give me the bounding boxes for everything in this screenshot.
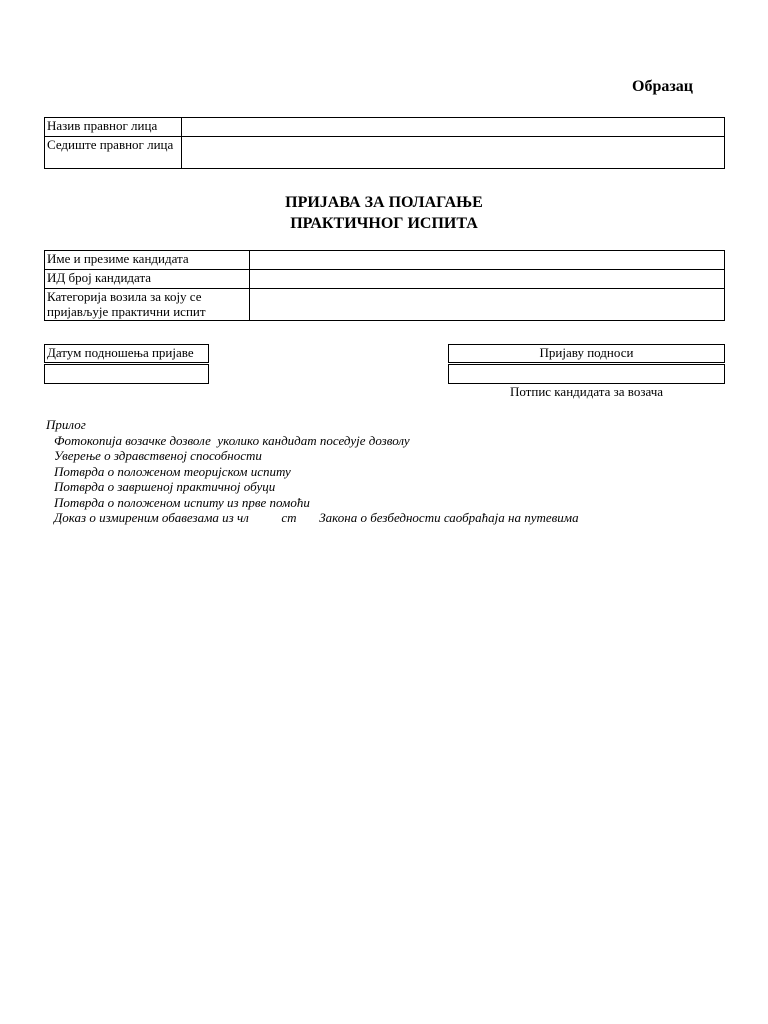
attachments-section (46, 417, 579, 526)
legal-name-row (45, 118, 725, 137)
submitter-signature-field[interactable] (448, 364, 725, 384)
attachment-item: Фотокопија возачке дозволе уколико кандидат поседује дозволу (54, 432, 410, 448)
document-title (0, 192, 768, 234)
form-label: Образац (632, 78, 693, 95)
submission-date-field[interactable] (44, 364, 209, 384)
legal-name-field[interactable] (182, 118, 725, 137)
vehicle-category-label: Категорија возила за коју се пријављује практични испит (45, 289, 250, 321)
submitter-label: Пријаву подноси (448, 344, 725, 363)
signature-caption: Потпис кандидата за возача (509, 384, 664, 399)
attachment-item: Потврда о завршеној практичној обуци (54, 479, 276, 494)
attachment-item: Потврда о положеном теоријском испиту (54, 463, 291, 479)
title-line-1: ПРИЈАВА ЗА ПОЛАГАЊЕ (285, 194, 483, 211)
legal-seat-row (45, 137, 725, 169)
candidate-name-row (45, 251, 725, 270)
vehicle-category-row (45, 289, 725, 321)
candidate-id-label: ИД број кандидата (45, 270, 250, 289)
title-line-2: ПРАКТИЧНОГ ИСПИТА (290, 215, 478, 232)
candidate-id-field[interactable] (250, 270, 725, 289)
attachment-item: Доказ о измиреним обавезама из чл ст Закона о безбедности саобраћаја на путевима (54, 510, 579, 525)
attachments-heading: Прилог (46, 417, 86, 432)
candidate-name-field[interactable] (250, 251, 725, 270)
attachment-item: Потврда о положеном испиту из прве помоћи (54, 494, 310, 510)
legal-name-label: Назив правног лица (45, 118, 182, 137)
submission-date-label: Датум подношења пријаве (44, 344, 209, 363)
candidate-id-row (45, 270, 725, 289)
legal-entity-table (44, 117, 725, 169)
attachment-item: Уверење о здравственој способности (54, 448, 262, 463)
candidate-name-label: Име и презиме кандидата (45, 251, 250, 270)
candidate-table (44, 250, 725, 321)
vehicle-category-field[interactable] (250, 289, 725, 321)
legal-seat-field[interactable] (182, 137, 725, 169)
legal-seat-label: Седиште правног лица (45, 137, 182, 169)
